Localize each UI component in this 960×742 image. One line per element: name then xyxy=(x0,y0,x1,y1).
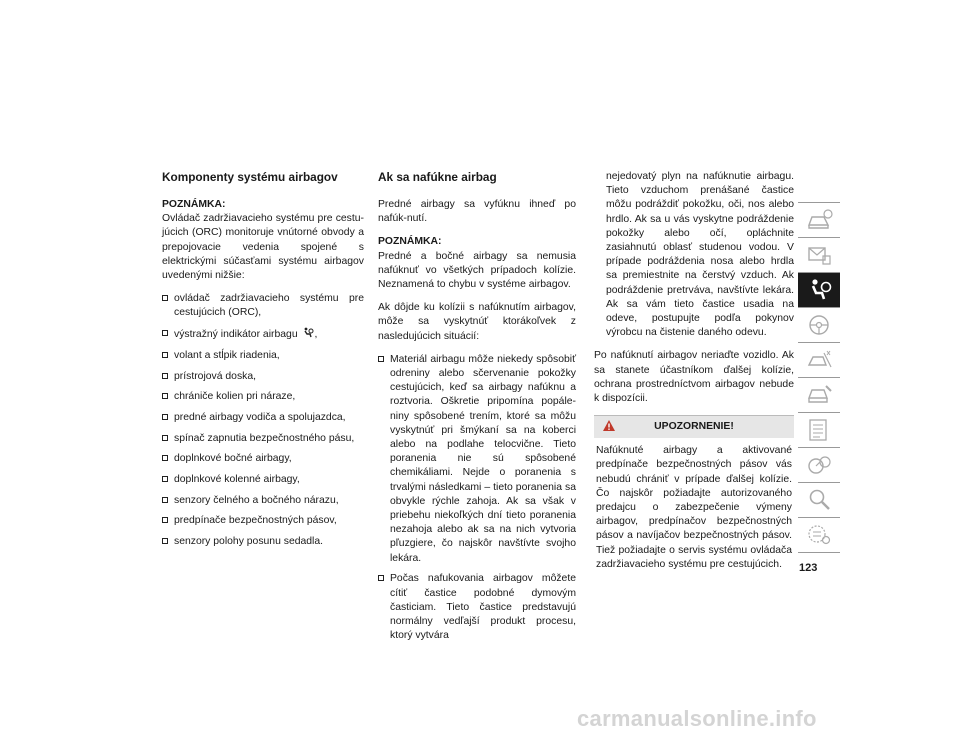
paragraph: Ak dôjde ku kolízii s nafúknutím airbagov, môže sa vyskytnúť ktorákoľvek z nasledujúcich situácií: xyxy=(378,302,576,342)
tab-car-info[interactable] xyxy=(798,202,840,238)
warning-title: UPOZORNENIE! xyxy=(654,421,734,433)
list-item: spínač zapnutia bezpečnostného pásu, xyxy=(162,432,364,446)
seated-airbag-icon xyxy=(806,277,834,303)
list-item: chrániče kolien pri náraze, xyxy=(162,390,364,404)
list-item: senzory polohy posunu sedadla. xyxy=(162,535,364,549)
tab-warning-lights[interactable] xyxy=(798,238,840,273)
dashboard-gauge-icon xyxy=(806,452,834,478)
list-item: doplnkové bočné airbagy, xyxy=(162,452,364,466)
list-item-text: výstražný indikátor airbagu xyxy=(174,329,298,341)
component-list xyxy=(162,292,364,549)
list-item: prístrojová doska, xyxy=(162,370,364,384)
tab-specs[interactable] xyxy=(798,413,840,448)
list-item: predné airbagy vodiča a spolujazdca, xyxy=(162,411,364,425)
warning-header xyxy=(594,416,794,438)
warning-text: Nafúknuté airbagy a aktivované predpínače bezpečnostných pásov vás nebudú chrániť v prípade ďalšej kolízie. Čo najskôr požiadajte autorizovaného predajcu o zabezpečenie výmeny airbagov, predpínačov bezpečnostných pásov a navíjačov bezpečnostných pásov. Tiež požiadajte o servis systému ovládača zadržiavacieho systému pre cestujúcich. xyxy=(596,445,792,570)
airbag-indicator-icon xyxy=(303,327,314,338)
continued-list-text: nejedovatý plyn na nafúknutie airbagu. Tieto vzduchom prenášané častice môžu podráždiť pokožku, oči, nos alebo hrdlo. Ak sa u vás vyskytne podráždenie pokožky alebo očí, opláchnite zasiahnutú oblasť studenou vodou. V prípade podráždenia nosa alebo hrdla sa premiestnite na čerstvý vzduch. Ak podráždenie pretrváva, navštívte lekára. Ak sa vám tieto častice usadia na odeve, postupujte podľa pokynov výrobcu na čistenie daného odevu. xyxy=(606,171,794,339)
watermark: carmanualsonline.info xyxy=(577,706,817,731)
paragraph: Po nafúknutí airbagov neriaďte vozidlo. Ak sa stanete účastníkom ďalšej kolízie, ochrana prostredníctvom airbagov nebude k dispozícii. xyxy=(594,350,794,405)
note-label: POZNÁMKA: xyxy=(162,199,226,210)
list-item: Materiál airbagu môže niekedy spôsobiť odreniny alebo sčervenanie pokožky cestujúcich, keď sa airbagy nafúknu a roztvoria. Oškretie pripomína popále-niny spôsobené trením, ktoré sa môžu vyskytnúť pri šmýkaní sa na koberci alebo na podlahe telocvične. Tieto poranenia nie sú spôsobené chemikáliami. Nejde o poranenia s trvalými následkami – tieto poranenia sa obvykle rýchle zahoja. Ak sa však v priebehu niekoľkých dní tieto poranenia nezahoja alebo ak sa na nich vytvoria pľuzgiere, čo najskôr navštívte svojho lekára. xyxy=(378,353,576,566)
section-heading: Komponenty systému airbagov xyxy=(162,170,338,184)
section-heading: Ak sa nafúkne airbag xyxy=(378,170,497,184)
chapter-tabs xyxy=(798,202,840,553)
tab-safety[interactable] xyxy=(798,273,840,308)
right-column xyxy=(594,170,794,572)
list-item: Počas nafukovania airbagov môžete cítiť častice podobné dymovým časticiam. Tieto častice predstavujú normálny vedľajší produkt procesu, ktorý vytvára xyxy=(378,572,576,643)
tab-multimedia[interactable] xyxy=(798,448,840,483)
warning-triangle-icon xyxy=(602,419,616,432)
tab-driving[interactable] xyxy=(798,308,840,343)
page-number: 123 xyxy=(799,562,818,574)
warning-lights-icon xyxy=(806,242,834,268)
checklist-icon xyxy=(806,417,834,443)
car-service-icon xyxy=(806,382,834,408)
list-item: doplnkové kolenné airbagy, xyxy=(162,473,364,487)
list-item: senzory čelného a bočného nárazu, xyxy=(162,494,364,508)
situation-list xyxy=(378,353,576,644)
tab-service[interactable] xyxy=(798,378,840,413)
note-label: POZNÁMKA: xyxy=(378,236,442,248)
car-info-icon xyxy=(806,207,834,233)
list-item: ovládač zadržiavacieho systému pre cestujúcich (ORC), xyxy=(162,292,364,320)
intro-text: Predné airbagy sa vyfúknu ihneď po nafúk-nutí. xyxy=(378,199,576,225)
warning-box xyxy=(594,415,794,572)
note-text: Predné a bočné airbagy sa nemusia nafúknuť vo všetkých prípadoch kolízie. Neznamená to chybu v systéme airbagov. xyxy=(378,250,576,291)
tab-index[interactable] xyxy=(798,483,840,518)
search-icon xyxy=(806,487,834,513)
left-column xyxy=(162,170,364,556)
middle-column xyxy=(378,170,576,650)
car-crash-icon xyxy=(806,347,834,373)
tab-emergency[interactable] xyxy=(798,343,840,378)
steering-wheel-icon xyxy=(806,312,834,338)
language-settings-icon xyxy=(806,522,834,548)
list-item: volant a stĺpik riadenia, xyxy=(162,349,364,363)
list-item: predpínače bezpečnostných pásov, xyxy=(162,514,364,528)
list-item-suffix: , xyxy=(314,329,318,341)
tab-language[interactable] xyxy=(798,518,840,553)
note-text: Ovládač zadržiavacieho systému pre cestu-júcich (ORC) monitoruje vnútorné obvody a prepojovacie vedenia spojené s elektrickými súčasťami systému airbagov uvedenými nižšie: xyxy=(162,213,364,282)
list-item xyxy=(162,327,364,342)
